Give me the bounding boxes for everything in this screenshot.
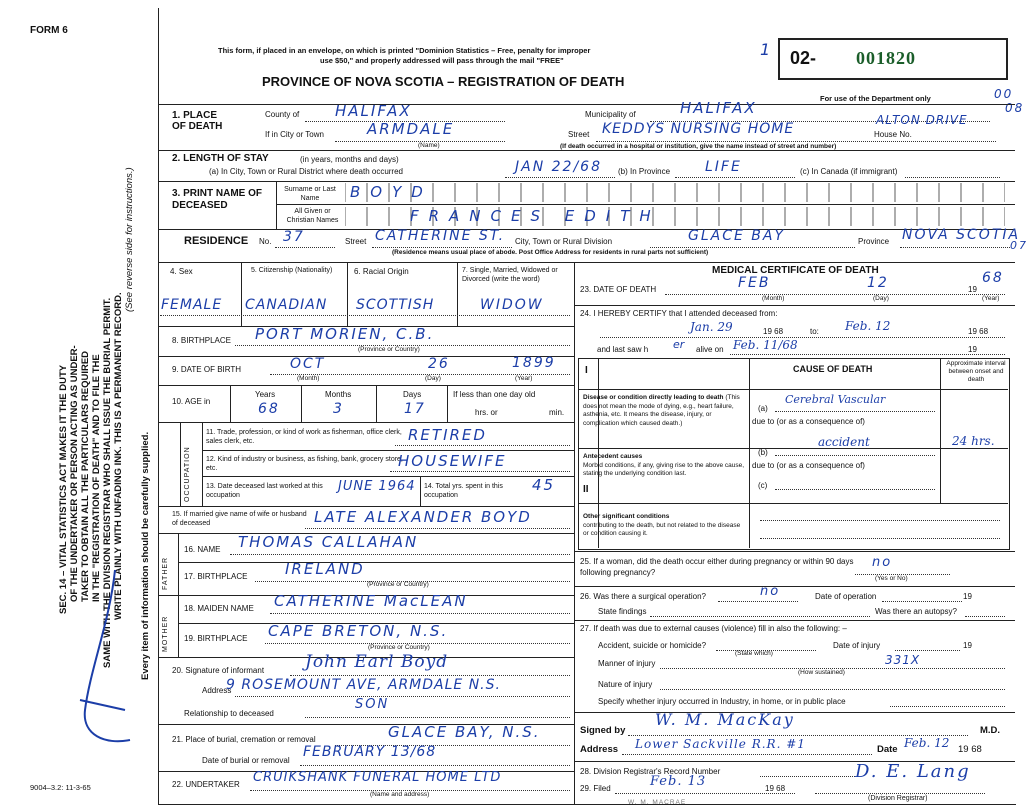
due-to-1: due to (or as a consequence of) [752, 417, 865, 426]
due-to-2: due to (or as a consequence of) [752, 461, 865, 470]
death-year-prefix: 19 [968, 285, 977, 294]
margin-scribble [70, 560, 140, 760]
filed-value: Feb. 13 [650, 774, 707, 789]
father-name-label: 16. NAME [184, 545, 221, 554]
filed-label: 29. Filed [580, 784, 611, 793]
racial-origin-label: 6. Racial Origin [354, 267, 409, 276]
stay-city-value: JAN 22/68 [515, 159, 602, 175]
state-findings-label: State findings [598, 607, 647, 616]
surgery-label: 26. Was there a surgical operation? [580, 592, 706, 601]
cause-b-label: (b) [758, 448, 768, 457]
surgery-value: no [760, 584, 781, 599]
death-year-label: (Year) [982, 295, 1000, 302]
marital-value: WIDOW [480, 297, 544, 313]
street-value: KEDDYS NURSING HOME [602, 121, 795, 137]
other-text: contributing to the death, but not related to the disease or condition causing it. [583, 521, 741, 537]
side-line-4: IN THE "REGISTRATION OF DEATH" AND TO FILE THE [91, 354, 102, 602]
side-line-5: SAME WITH THE DIVISION REGISTRAR WHO SHALL ISSUE THE BURIAL PERMIT. [102, 297, 113, 668]
physician-address-label: Address [580, 744, 619, 755]
directly-block [583, 394, 746, 428]
accident-label: Accident, suicide or homicide? [598, 641, 707, 650]
trade-label: 11. Trade, profession, or kind of work as fisherman, office clerk, sales clerk, etc. [206, 429, 402, 445]
burial-place-label: 21. Place of burial, cremation or removal [172, 735, 316, 744]
dob-day: 26 [428, 356, 450, 372]
manner-note: 331X [885, 653, 921, 667]
stay-canada-label: (c) In Canada (if immigrant) [800, 167, 898, 176]
last-worked-value: JUNE 1964 [338, 479, 416, 494]
cause-a-value: Cerebral Vascular [785, 393, 886, 406]
last-saw-label: and last saw h [597, 345, 649, 354]
dob-year-label: (Year) [515, 375, 533, 382]
reg-prefix: 02- [790, 48, 817, 68]
antecedent-block [583, 453, 746, 479]
industry-value: HOUSEWIFE [398, 452, 507, 470]
marital-status-label: 7. Single, Married, Widowed or Divorced (write the word) [462, 267, 558, 283]
death-month: FEB [738, 275, 771, 291]
registrar-stamp: W. M. MACRAE [628, 799, 687, 806]
residence-street-label: Street [345, 237, 367, 246]
burial-date-value: FEBRUARY 13/68 [303, 744, 437, 760]
autopsy-label: Was there an autopsy? [875, 607, 957, 616]
state-which-note: (State which) [735, 650, 773, 657]
father-tag: FATHER [162, 556, 169, 590]
birthplace-label: 8. BIRTHPLACE [172, 336, 231, 345]
mother-maiden-value: CATHERINE MacLEAN [274, 592, 468, 610]
mother-birthplace-label: 19. BIRTHPLACE [184, 634, 248, 643]
total-years-label: 14. Total yrs. spent in this occupation [424, 483, 503, 499]
side-line-8: Every item of information should be carefully supplied. [140, 431, 151, 680]
municipality-value: HALIFAX [680, 99, 757, 117]
citizenship-label: 5. Citizenship (Nationality) [251, 267, 333, 274]
length-of-stay-label: 2. LENGTH OF STAY [172, 153, 269, 164]
father-birthplace-label: 17. BIRTHPLACE [184, 572, 248, 581]
side-line-1: SEC. 14 – VITAL STATISTICS ACT MAKES IT THE DUTY [58, 364, 69, 614]
nature-label: Nature of injury [598, 680, 653, 689]
attended-to: Feb. 12 [845, 319, 891, 333]
father-birthplace-note: (Province or Country) [367, 581, 429, 588]
undertaker-label: 22. UNDERTAKER [172, 780, 240, 789]
pregnancy-value: no [872, 555, 893, 570]
manner-label: Manner of injury [598, 659, 656, 668]
margin-code-2: 08 [1005, 101, 1025, 115]
deceased-name-label: 3. PRINT NAME OF DECEASED [172, 188, 263, 211]
directly-heading: Disease or condition directly leading to death [583, 394, 724, 401]
sex-label: 4. Sex [170, 267, 193, 276]
racial-value: SCOTTISH [356, 297, 435, 313]
to-label: to: [810, 327, 819, 336]
date-op-label: Date of operation [815, 592, 877, 601]
burial-date-label: Date of burial or removal [202, 756, 290, 765]
mother-birthplace-value: CAPE BRETON, N.S. [268, 622, 449, 640]
cause-b-value: accident [818, 435, 870, 449]
mother-maiden-label: 18. MAIDEN NAME [184, 604, 254, 613]
date-of-death-label: 23. DATE OF DEATH [580, 285, 657, 294]
surname-value: BOYD [350, 183, 433, 201]
medical-certificate-title: MEDICAL CERTIFICATE OF DEATH [712, 265, 879, 276]
mother-birthplace-note: (Province or Country) [368, 644, 430, 651]
physician-address-value: Lower Sackville R.R. #1 [635, 737, 806, 751]
total-years-value: 45 [532, 476, 556, 494]
sex-value: FEMALE [161, 297, 223, 313]
physician-signature: W. M. MacKay [655, 710, 795, 729]
citizenship-value: CANADIAN [245, 297, 328, 313]
given-names-value: FRANCES EDITH [410, 207, 661, 225]
interval-b-value: 24 hrs. [952, 434, 995, 448]
length-of-stay-note: (in years, months and days) [300, 155, 399, 164]
cause-c-label: (c) [758, 481, 768, 490]
margin-code-3: 07 [1010, 239, 1028, 252]
house-label: House No. [874, 130, 912, 139]
death-day-label: (Day) [873, 295, 889, 302]
given-names-label: All Given or Christian Names [286, 208, 339, 224]
external-cause-label: 27. If death was due to external causes (violence) fill in also the following: – [580, 624, 847, 633]
cert-date-label: Date [877, 744, 898, 755]
undertaker-note: (Name and address) [370, 791, 430, 798]
attended-from: Jan. 29 [690, 320, 733, 334]
residence-street-value: CATHERINE ST. [375, 228, 506, 244]
cause-a-label: (a) [758, 404, 768, 413]
age-years: 68 [258, 401, 280, 417]
date-op-year: 19 [963, 592, 972, 601]
cert-date-value: Feb. 12 [904, 736, 950, 750]
dob-day-label: (Day) [425, 375, 441, 382]
informant-label: 20. Signature of informant [172, 666, 265, 675]
county-value: HALIFAX [335, 102, 412, 120]
stay-city-label: (a) In City, Town or Rural District where death occurred [209, 167, 403, 176]
residence-city-value: GLACE BAY [688, 228, 786, 244]
surname-boxes [345, 183, 1005, 202]
filed-year: 19 68 [765, 784, 786, 793]
registration-number-box [778, 38, 1008, 80]
other-block [583, 513, 746, 539]
residence-note: (Residence means usual place of abode. Post Office Address for residents in rural parts not sufficient) [392, 249, 709, 256]
date-injury-label: Date of injury [833, 641, 881, 650]
less-day-label: If less than one day old [453, 390, 536, 399]
how-sustained-note: (How sustained) [798, 669, 845, 676]
attended-to-year: 19 68 [968, 327, 989, 336]
alive-on-label: alive on [696, 345, 724, 354]
name-note: (Name) [418, 142, 440, 149]
margin-code-1: 00 [994, 87, 1014, 101]
division-registrar-label: (Division Registrar) [868, 795, 928, 802]
date-injury-year: 19 [963, 641, 972, 650]
residence-no-label: No. [259, 237, 272, 246]
father-name-value: THOMAS CALLAHAN [238, 533, 419, 551]
residence-no-value: 37 [283, 229, 305, 245]
county-label: County of [265, 110, 300, 119]
mother-tag: MOTHER [162, 615, 169, 652]
age-years-label: Years [255, 390, 276, 399]
side-line-6: WRITE PLAINLY WITH UNFADING INK. THIS IS A PERMANENT RECORD. [113, 292, 124, 620]
institution-note: (If death occurred in a hospital or institution, give the name instead of street and number) [560, 143, 837, 150]
directly-text: (This does not mean the mode of dying, e.g., heart failure, asthenia, etc. It means the disease, injury, or complication which caused death.) [583, 394, 740, 427]
informant-address-label: Address [202, 686, 232, 695]
hrs-label: hrs. or [475, 408, 498, 417]
dob-month: OCT [290, 356, 326, 372]
part-one-numeral: I [585, 365, 588, 376]
father-birthplace-value: IRELAND [285, 560, 365, 578]
alive-on-value: Feb. 11/68 [733, 338, 798, 352]
industry-label: 12. Kind of industry or business, as fishing, bank, grocery store, etc. [206, 456, 403, 472]
house-value: ALTON DRIVE [876, 113, 968, 127]
residence-label: RESIDENCE [184, 235, 249, 247]
city-value: ARMDALE [367, 120, 455, 138]
age-months: 3 [333, 401, 344, 417]
dept-use-label: For use of the Department only [820, 94, 931, 103]
municipality-label: Municipality of [585, 110, 636, 119]
trade-value: RETIRED [408, 426, 487, 444]
spouse-value: LATE ALEXANDER BOYD [314, 508, 532, 526]
min-label: min. [549, 408, 565, 417]
part-two-numeral: II [583, 484, 589, 495]
birthplace-value: PORT MORIEN, C.B. [255, 325, 435, 343]
specify-label: Specify whether injury occurred in Industry, in home, or in public place [598, 697, 846, 706]
certify-label: 24. I HEREBY CERTIFY that I attended deceased from: [580, 309, 778, 318]
spouse-label: 15. If married give name of wife or husband of deceased [172, 511, 307, 527]
md-label: M.D. [980, 725, 1001, 736]
notice-line-1: This form, if placed in an envelope, on which is printed "Dominion Statistics – Free, penalty for improper [218, 46, 591, 55]
informant-signature: John Earl Boyd [305, 652, 449, 672]
antecedent-heading: Antecedent causes [583, 453, 643, 460]
place-of-death-label: 1. PLACE OF DEATH [172, 110, 223, 132]
yes-no-note: (Yes or No) [875, 575, 908, 582]
side-line-2: OF THE UNDERTAKER OR PERSON ACTING AS UNDER- [69, 345, 80, 602]
surname-label: Surname or Last Name [284, 186, 336, 202]
dob-label: 9. DATE OF BIRTH [172, 365, 242, 374]
cause-title: CAUSE OF DEATH [793, 364, 873, 374]
residence-city-label: City, Town or Rural Division [515, 237, 613, 246]
age-days-label: Days [403, 390, 422, 399]
residence-province-value: NOVA SCOTIA [902, 227, 1021, 243]
relationship-label: Relationship to deceased [184, 709, 274, 718]
antecedent-text: Morbid conditions, if any, giving rise to the above cause, stating the underlying condition last. [583, 461, 745, 477]
last-saw-pronoun: er [673, 338, 685, 351]
pregnancy-label: 25. If a woman, did the death occur either during pregnancy or within 90 days following pregnancy? [580, 557, 854, 577]
age-months-label: Months [325, 390, 352, 399]
side-line-3: TAKER TO OBTAIN ALL THE PARTICULARS REQUIRED [80, 350, 91, 602]
death-month-label: (Month) [762, 295, 785, 302]
notice-line-2: use $50," and properly addressed will pass through the mail "FREE" [320, 56, 564, 65]
side-line-7: (See reverse side for instructions.) [124, 167, 135, 312]
signed-by-label: Signed by [580, 725, 626, 736]
last-worked-label: 13. Date deceased last worked at this occupation [206, 483, 323, 499]
dob-month-label: (Month) [297, 375, 320, 382]
alive-on-year: 19 [968, 345, 977, 354]
attended-from-year: 19 68 [763, 327, 784, 336]
city-label: If in City or Town [265, 130, 324, 139]
occupation-tag: OCCUPATION [184, 446, 191, 502]
informant-address-value: 9 ROSEMOUNT AVE, ARMDALE N.S. [226, 677, 501, 693]
reg-number: 001820 [856, 48, 916, 68]
cert-date-year: 19 68 [958, 744, 982, 755]
registrar-signature: D. E. Lang [855, 761, 971, 782]
death-year: 68 [982, 270, 1004, 286]
death-day: 12 [867, 275, 889, 291]
record-number-label: 28. Division Registrar's Record Number [580, 767, 721, 776]
interval-title: Approximate interval between onset and death [946, 360, 1006, 383]
age-label: 10. AGE in [172, 397, 211, 406]
residence-province-label: Province [858, 237, 890, 246]
burial-place-value: GLACE BAY, N.S. [388, 723, 541, 741]
form-code: 9004–3.2: 11-3-65 [30, 783, 91, 792]
stay-province-value: LIFE [705, 159, 742, 175]
street-label: Street [568, 130, 590, 139]
page-title: PROVINCE OF NOVA SCOTIA – REGISTRATION OF DEATH [262, 74, 625, 89]
form-number: FORM 6 [30, 25, 68, 36]
age-days: 17 [404, 401, 426, 417]
stay-province-label: (b) In Province [618, 167, 671, 176]
other-heading: Other significant conditions [583, 513, 670, 520]
undertaker-value: CRUIKSHANK FUNERAL HOME LTD [253, 770, 502, 785]
relationship-value: SON [355, 697, 390, 712]
margin-code-4: 1 [760, 40, 773, 59]
birthplace-note: (Province or Country) [358, 346, 420, 353]
dob-year: 1899 [512, 355, 556, 371]
